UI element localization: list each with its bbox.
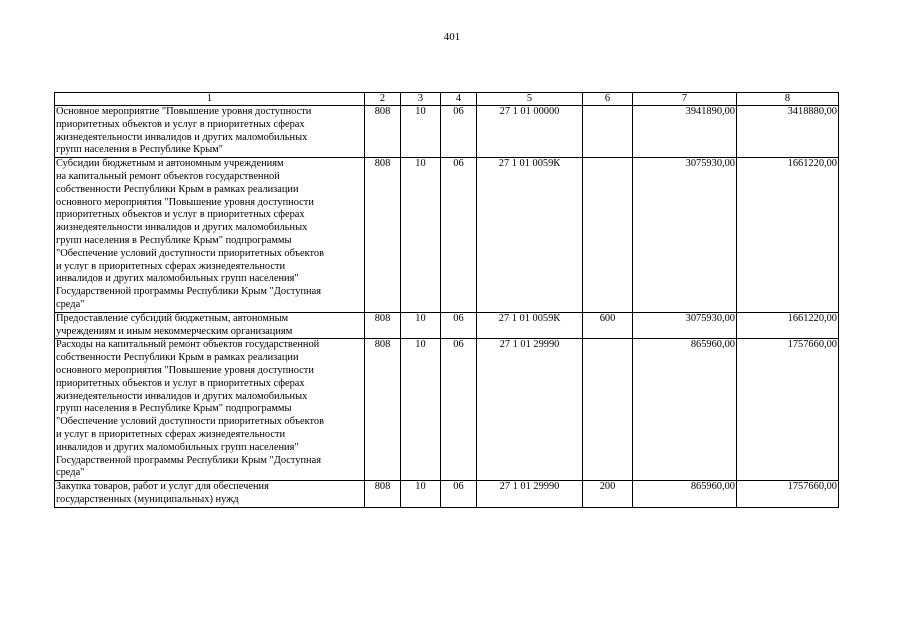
- col-header-6: 6: [583, 93, 633, 106]
- name-line: Предоставление субсидий бюджетным, автономным: [56, 312, 289, 324]
- amount-col8-cell: 1661220,00: [737, 158, 839, 313]
- name-line: "Обеспечение условий доступности приоритетных объектов: [56, 416, 325, 428]
- row-name-cell: [55, 481, 365, 508]
- section-code-cell: 10: [401, 312, 441, 339]
- amount-col7-cell: 865960,00: [633, 339, 737, 481]
- expense-type-cell: [583, 106, 633, 158]
- subsection-code-cell: 06: [441, 481, 477, 508]
- name-line: Государственной программы Республики Крым "Доступная: [56, 286, 322, 298]
- amount-col8-cell: 1661220,00: [737, 312, 839, 339]
- amount-col8-cell: 1757660,00: [737, 339, 839, 481]
- col-header-2: 2: [365, 93, 401, 106]
- table-row: [55, 158, 839, 313]
- col-header-7: 7: [633, 93, 737, 106]
- name-line: основного мероприятия "Повышение уровня доступности: [56, 196, 314, 208]
- target-article-cell: 27 1 01 0059К: [477, 158, 583, 313]
- row-name-cell: [55, 312, 365, 339]
- section-code-cell: 10: [401, 339, 441, 481]
- subsection-code-cell: 06: [441, 106, 477, 158]
- amount-col7-cell: 865960,00: [633, 481, 737, 508]
- name-line: собственности Республики Крым в рамках реализации: [56, 183, 299, 195]
- table-row: [55, 339, 839, 481]
- name-line: государственных (муниципальных) нужд: [56, 493, 239, 505]
- table-row: [55, 312, 839, 339]
- target-article-cell: 27 1 01 29990: [477, 339, 583, 481]
- name-line: жизнедеятельности инвалидов и других маломобильных: [56, 390, 308, 402]
- name-line: приоритетных объектов и услуг в приоритетных сферах: [56, 118, 305, 130]
- col-header-1: 1: [55, 93, 365, 106]
- row-name-cell: [55, 158, 365, 313]
- name-line: и услуг в приоритетных сферах жизнедеятельности: [56, 428, 286, 440]
- header-row: [55, 93, 839, 106]
- col-header-8: 8: [737, 93, 839, 106]
- ministry-code-cell: 808: [365, 339, 401, 481]
- expense-type-cell: [583, 158, 633, 313]
- name-line: основного мероприятия "Повышение уровня доступности: [56, 364, 314, 376]
- row-name-cell: [55, 339, 365, 481]
- name-line: групп населения в Республике Крым" подпрограммы: [56, 234, 292, 246]
- name-line: жизнедеятельности инвалидов и других маломобильных: [56, 222, 308, 234]
- col-header-4: 4: [441, 93, 477, 106]
- expense-type-cell: 600: [583, 312, 633, 339]
- amount-col8-cell: 1757660,00: [737, 481, 839, 508]
- budget-table: [54, 92, 839, 508]
- name-line: жизнедеятельности инвалидов и других маломобильных: [56, 131, 308, 143]
- name-line: Государственной программы Республики Крым "Доступная: [56, 454, 322, 466]
- expense-type-cell: 200: [583, 481, 633, 508]
- name-line: учреждениям и иным некоммерческим организациям: [56, 325, 293, 337]
- target-article-cell: 27 1 01 00000: [477, 106, 583, 158]
- name-line: Расходы на капитальный ремонт объектов государственной: [56, 339, 320, 351]
- name-line: групп населения в Республике Крым": [56, 144, 223, 156]
- ministry-code-cell: 808: [365, 312, 401, 339]
- section-code-cell: 10: [401, 158, 441, 313]
- ministry-code-cell: 808: [365, 481, 401, 508]
- table-row: [55, 481, 839, 508]
- expense-type-cell: [583, 339, 633, 481]
- section-code-cell: 10: [401, 481, 441, 508]
- name-line: инвалидов и других маломобильных групп населения": [56, 273, 299, 285]
- subsection-code-cell: 06: [441, 312, 477, 339]
- name-line: на капитальный ремонт объектов государственной: [56, 170, 280, 182]
- subsection-code-cell: 06: [441, 339, 477, 481]
- name-line: групп населения в Республике Крым" подпрограммы: [56, 403, 292, 415]
- name-line: собственности Республики Крым в рамках реализации: [56, 352, 299, 364]
- name-line: приоритетных объектов и услуг в приоритетных сферах: [56, 377, 305, 389]
- name-line: Основное мероприятие "Повышение уровня доступности: [56, 106, 312, 117]
- name-line: приоритетных объектов и услуг в приоритетных сферах: [56, 209, 305, 221]
- name-line: "Обеспечение условий доступности приоритетных объектов: [56, 247, 325, 259]
- section-code-cell: 10: [401, 106, 441, 158]
- subsection-code-cell: 06: [441, 158, 477, 313]
- table-body: [55, 106, 839, 508]
- col-header-3: 3: [401, 93, 441, 106]
- row-name-cell: [55, 106, 365, 158]
- target-article-cell: 27 1 01 29990: [477, 481, 583, 508]
- name-line: Субсидии бюджетным и автономным учреждениям: [56, 158, 284, 170]
- name-line: и услуг в приоритетных сферах жизнедеятельности: [56, 260, 286, 272]
- col-header-5: 5: [477, 93, 583, 106]
- amount-col7-cell: 3075930,00: [633, 312, 737, 339]
- name-line: Закупка товаров, работ и услуг для обеспечения: [56, 481, 269, 493]
- ministry-code-cell: 808: [365, 106, 401, 158]
- name-line: среда": [56, 467, 85, 479]
- name-line: среда": [56, 298, 85, 310]
- target-article-cell: 27 1 01 0059К: [477, 312, 583, 339]
- table-row: [55, 106, 839, 158]
- page-number: 401: [443, 31, 461, 43]
- ministry-code-cell: 808: [365, 158, 401, 313]
- amount-col7-cell: 3941890,00: [633, 106, 737, 158]
- amount-col7-cell: 3075930,00: [633, 158, 737, 313]
- amount-col8-cell: 3418880,00: [737, 106, 839, 158]
- name-line: инвалидов и других маломобильных групп населения": [56, 441, 299, 453]
